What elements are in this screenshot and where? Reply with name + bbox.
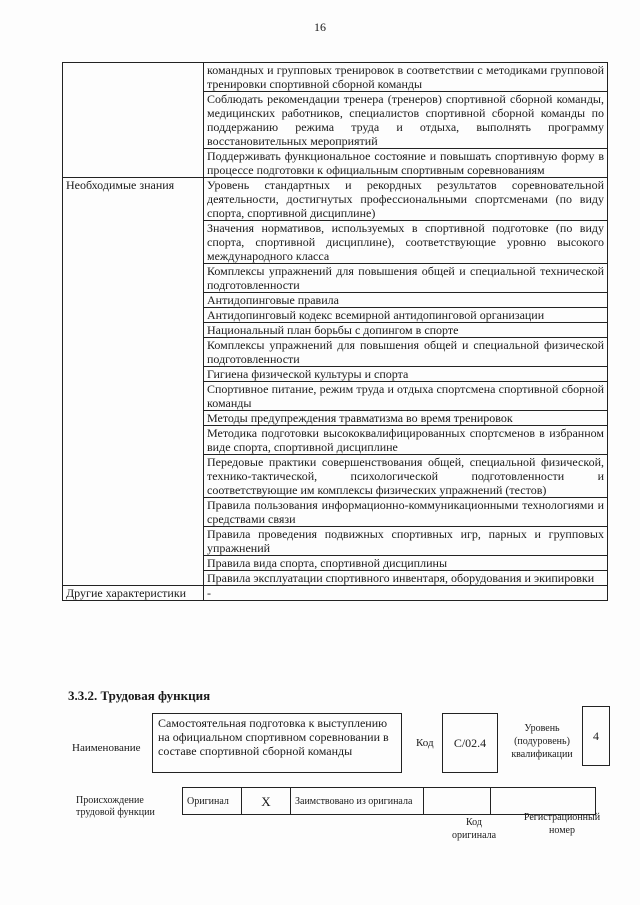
row-label: Необходимые знания (63, 178, 204, 586)
reg-number-label: Регистрационный номер (523, 812, 601, 836)
function-code-box: C/02.4 (442, 713, 498, 773)
table-row (63, 586, 608, 601)
table-cell: Значения нормативов, используемых в спортивной подготовке (по виду спорта, спортивной дисциплине), соответствующие уровню высокого международного класса (204, 221, 608, 264)
section-title: 3.3.2. Трудовая функция (68, 688, 211, 703)
origin-label: Происхождение трудовой функции (76, 795, 155, 818)
table-cell: Комплексы упражнений для повышения общей и специальной технической подготовленности (204, 264, 608, 293)
function-name-box: Самостоятельная подготовка к выступлению на официальном спортивном соревновании в составе спортивной сборной команды (152, 713, 402, 773)
table-cell: Уровень стандартных и рекордных результатов соревновательной деятельности, достигнутых профессиональными спортсменами (по виду спорта, спортивной дисциплине) (204, 178, 608, 221)
knowledge-table (62, 62, 608, 601)
borrowed-cell: Заимствовано из оригинала (291, 788, 424, 815)
code-label: Код (416, 737, 434, 749)
name-label: Наименование (72, 742, 141, 754)
table-cell: Национальный план борьбы с допингом в спорте (204, 323, 608, 338)
table-cell: Методика подготовки высококвалифицированных спортсменов в избранном виде спорта, спортивной дисциплине (204, 426, 608, 455)
level-label: Уровень (подуровень) квалификации (511, 723, 573, 760)
table-cell: Спортивное питание, режим труда и отдыха спортсмена спортивной сборной команды (204, 382, 608, 411)
page-number: 16 (314, 20, 326, 34)
row-label (63, 63, 204, 178)
table-cell: Правила проведения подвижных спортивных игр, парных и групповых упражнений (204, 527, 608, 556)
table-cell: Методы предупреждения травматизма во время тренировок (204, 411, 608, 426)
table-cell: Поддерживать функциональное состояние и повышать спортивную форму в процессе подготовки к официальным спортивным соревнованиям (204, 149, 608, 178)
table-cell: Гигиена физической культуры и спорта (204, 367, 608, 382)
level-box: 4 (582, 706, 610, 766)
table-cell: Соблюдать рекомендации тренера (тренеров) спортивной сборной команды, медицинских работников, специалистов спортивной сборной команды по поддержанию режима труда и отдыха, выполнять программу восстановительных мероприятий (204, 92, 608, 149)
table-cell: Антидопинговый кодекс всемирной антидопинговой организации (204, 308, 608, 323)
table-cell: командных и групповых тренировок в соответствии с методиками групповой тренировки спортивной сборной команды (204, 63, 608, 92)
original-cell: Оригинал (183, 788, 242, 815)
table-cell: Передовые практики совершенствования общей, специальной физической, технико-тактической, психологической подготовленности и соответствующие им комплексы физических упражнений (тестов) (204, 455, 608, 498)
table-cell: Правила вида спорта, спортивной дисциплины (204, 556, 608, 571)
table-cell: Правила пользования информационно-коммуникационными технологиями и средствами связи (204, 498, 608, 527)
original-mark: X (242, 788, 291, 815)
code-original-cell (424, 788, 491, 815)
table-cell: Комплексы упражнений для повышения общей и специальной физической подготовленности (204, 338, 608, 367)
table-row (63, 63, 608, 92)
code-original-label: Код оригинала (451, 817, 497, 841)
table-row (63, 178, 608, 221)
row-label: Другие характеристики (63, 586, 204, 601)
table-cell: Правила эксплуатации спортивного инвентаря, оборудования и экипировки (204, 571, 608, 586)
table-cell: - (204, 586, 608, 601)
table-cell: Антидопинговые правила (204, 293, 608, 308)
